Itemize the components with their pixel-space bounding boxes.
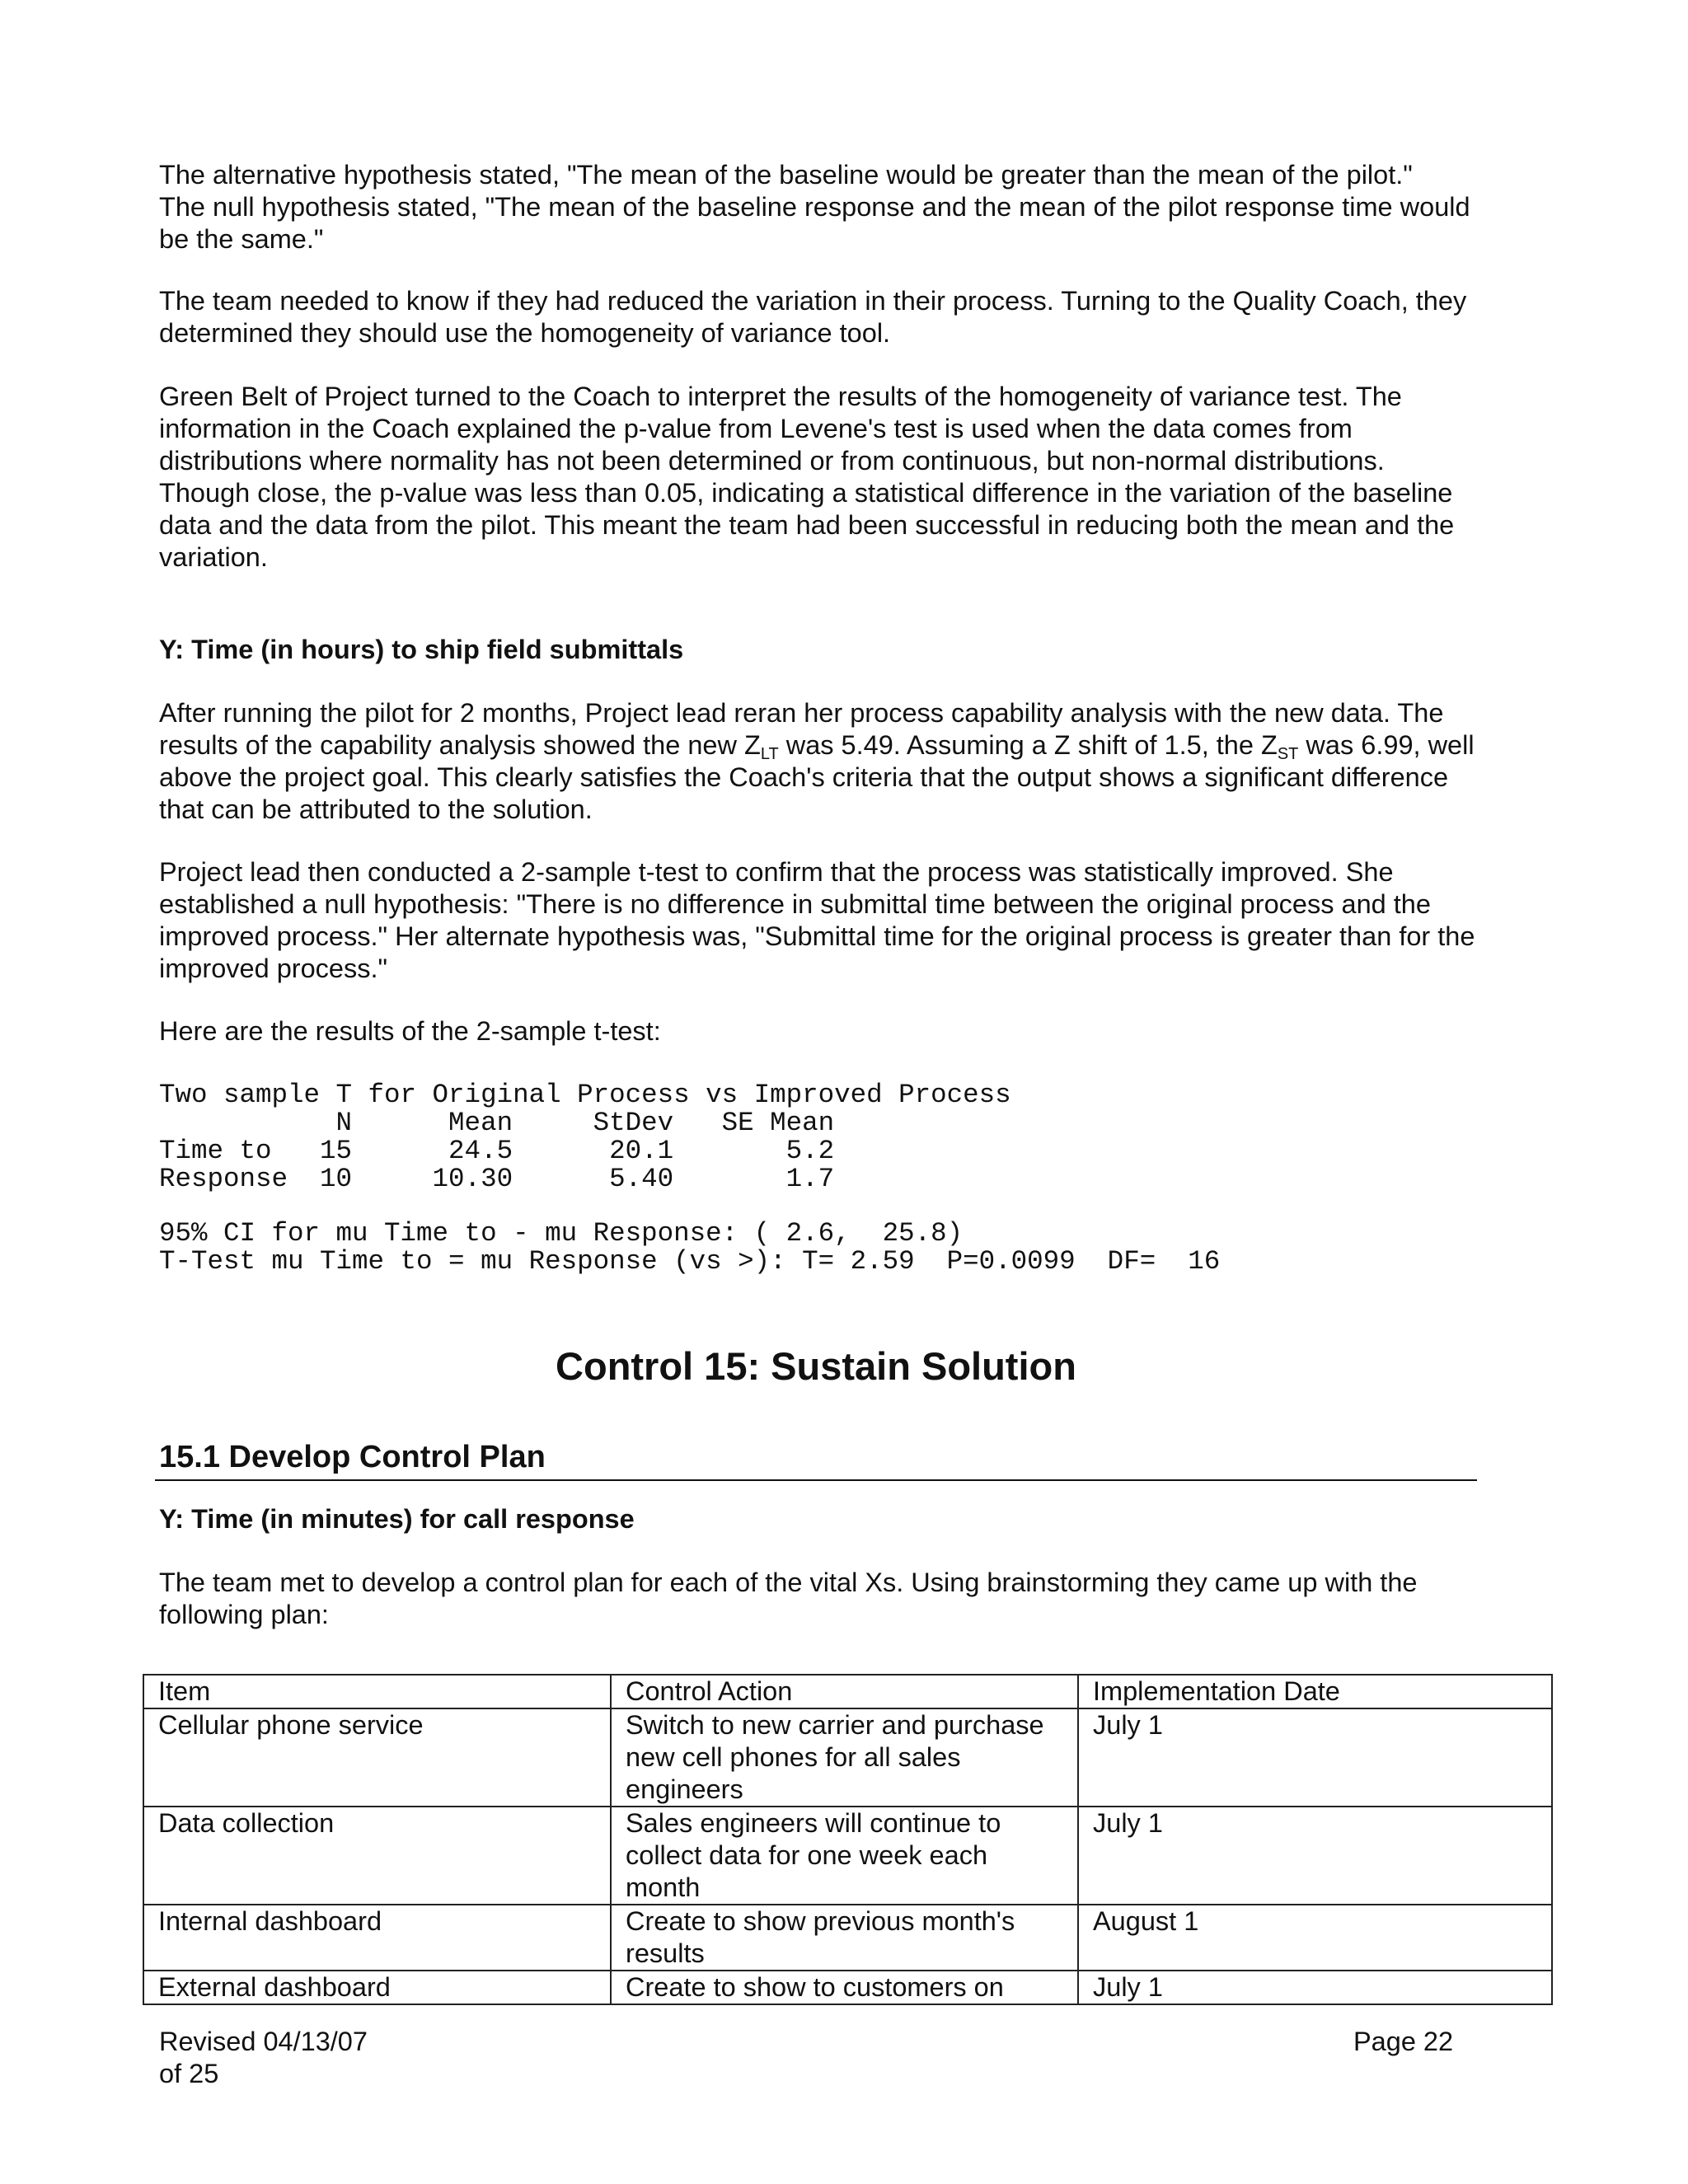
header-control-action: Control Action — [611, 1675, 1078, 1708]
table-row — [143, 1905, 1552, 1971]
footer-revised: Revised 04/13/07 — [159, 2027, 368, 2056]
table-row — [143, 1708, 1552, 1807]
y-ship-heading: Y: Time (in hours) to ship field submittals — [159, 635, 684, 664]
ttest-output-line: Response 10 10.30 5.40 1.7 — [159, 1164, 835, 1194]
ttest-output-line: Two sample T for Original Process vs Improved Process — [159, 1080, 1011, 1110]
z-lt-subscript: LT — [760, 745, 779, 763]
section-title: 15.1 Develop Control Plan — [159, 1440, 546, 1474]
row-control-action: Sales engineers will continue to collect data for one week each month — [611, 1807, 1078, 1905]
control-plan-table — [143, 1674, 1553, 2005]
table-header-row — [143, 1675, 1552, 1708]
row-implementation-date: August 1 — [1078, 1905, 1552, 1971]
capability-paragraph — [159, 697, 1478, 826]
section-underline — [155, 1479, 1477, 1481]
ttest-output-line: N Mean StDev SE Mean — [159, 1108, 835, 1138]
footer-page-number: Page 22 — [1353, 2027, 1454, 2056]
ttest-output-line: Time to 15 24.5 20.1 5.2 — [159, 1136, 835, 1166]
results-lead-paragraph: Here are the results of the 2-sample t-test: — [159, 1016, 661, 1046]
y-call-heading: Y: Time (in minutes) for call response — [159, 1504, 635, 1534]
ttest-intro-paragraph: Project lead then conducted a 2-sample t-test to confirm that the process was statistically improved. She established a null hypothesis: "There is no difference in submittal time between the original process and the improved process." Her alternate hypothesis was, "Submittal time for the original process is greater than for the improved process." — [159, 857, 1475, 983]
table-row — [143, 1807, 1552, 1905]
row-implementation-date: July 1 — [1078, 1708, 1552, 1807]
row-control-action: Switch to new carrier and purchase new cell phones for all sales engineers — [611, 1708, 1078, 1807]
capability-text-a: After running the pilot for 2 months, Project lead reran her process capability analysis with the new data. The results of the capability analysis showed the new Z — [159, 698, 1444, 760]
green-belt-paragraph: Green Belt of Project turned to the Coach to interpret the results of the homogeneity of variance test. The information in the Coach explained the p-value from Levene's test is used when the data comes from distributions where normality has not been determined or from continuous, but non-normal distributions. Though close, the p-value was less than 0.05, indicating a statistical difference in the variation of the baseline data and the data from the pilot. This meant the team had been successful in reducing both the mean and the variation. — [159, 382, 1455, 572]
chapter-title: Control 15: Sustain Solution — [556, 1344, 1076, 1388]
alt-hypothesis-line: The alternative hypothesis stated, "The mean of the baseline would be greater than the mean of the pilot." — [159, 160, 1413, 190]
row-item: Data collection — [143, 1807, 611, 1905]
row-item: Cellular phone service — [143, 1708, 611, 1807]
header-item: Item — [143, 1675, 611, 1708]
row-item: Internal dashboard — [143, 1905, 611, 1971]
table-row — [143, 1971, 1552, 2004]
variation-paragraph: The team needed to know if they had reduced the variation in their process. Turning to the Quality Coach, they determined they should use the homogeneity of variance tool. — [159, 286, 1467, 348]
z-st-subscript: ST — [1277, 745, 1299, 763]
ttest-output-line: T-Test mu Time to = mu Response (vs >): T= 2.59 P=0.0099 DF= 16 — [159, 1246, 1221, 1277]
ttest-output-line: 95% CI for mu Time to - mu Response: ( 2.6, 25.8) — [159, 1218, 964, 1249]
footer-of-pages: of 25 — [159, 2059, 219, 2088]
row-control-action: Create to show previous month's results — [611, 1905, 1078, 1971]
row-control-action: Create to show to customers on — [611, 1971, 1078, 2004]
header-implementation-date: Implementation Date — [1078, 1675, 1552, 1708]
row-implementation-date: July 1 — [1078, 1971, 1552, 2004]
footer-left — [159, 2026, 368, 2090]
capability-text-c: was 6.99, well above the project goal. This clearly satisfies the Coach's criteria that the output shows a significant difference that can be attributed to the solution. — [159, 730, 1475, 824]
plan-intro-paragraph: The team met to develop a control plan for each of the vital Xs. Using brainstorming they came up with the following plan: — [159, 1568, 1418, 1629]
row-implementation-date: July 1 — [1078, 1807, 1552, 1905]
capability-text-b: was 5.49. Assuming a Z shift of 1.5, the Z — [778, 730, 1278, 760]
row-item: External dashboard — [143, 1971, 611, 2004]
null-hypothesis-paragraph: The null hypothesis stated, "The mean of the baseline response and the mean of the pilot response time would be the same." — [159, 192, 1470, 254]
